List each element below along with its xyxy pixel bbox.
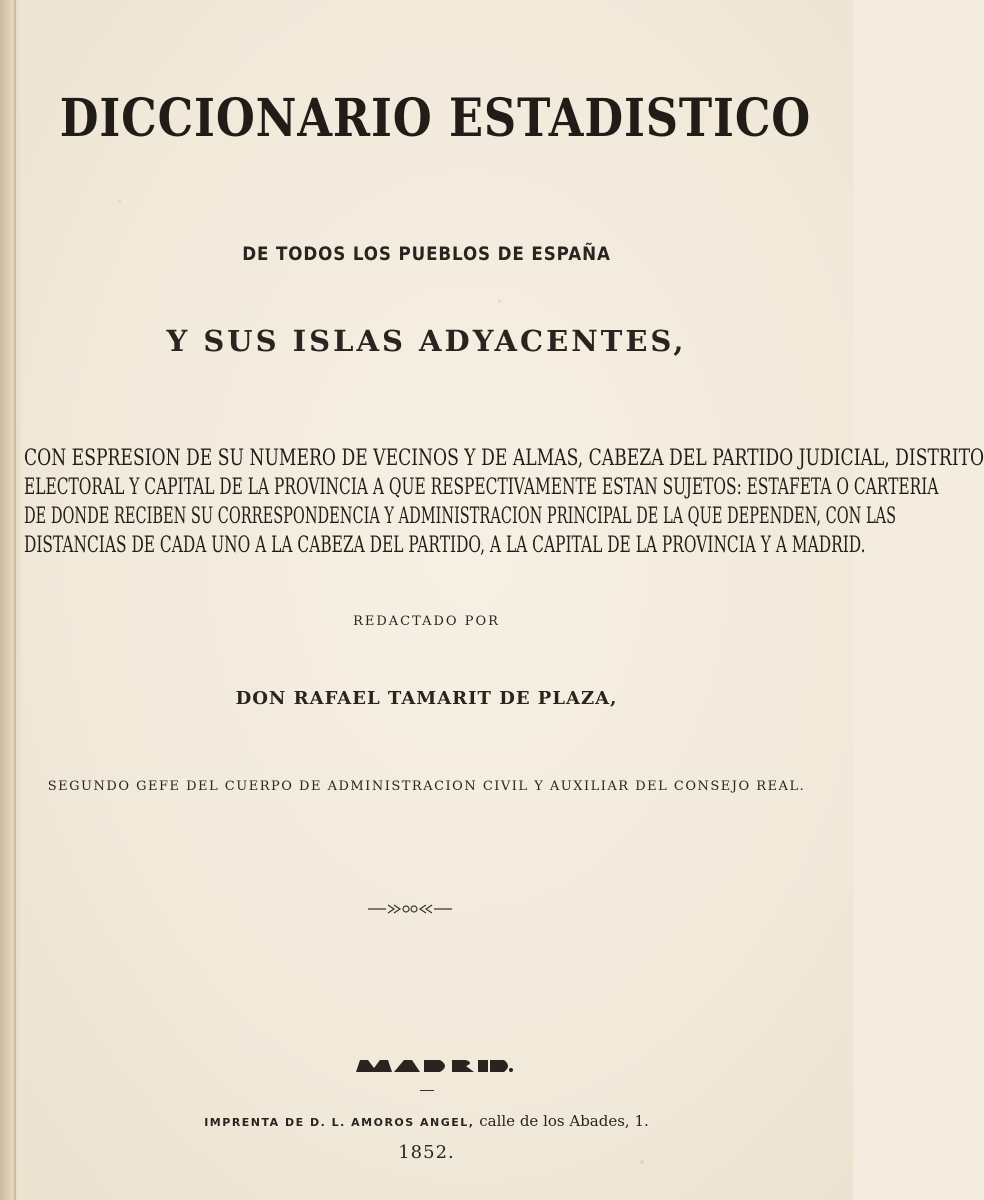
author-position: SEGUNDO GEFE DEL CUERPO DE ADMINISTRACION CIVIL Y AUXILIAR DEL CONSEJO REAL.: [47, 779, 806, 794]
redactado-por: REDACTADO POR: [353, 614, 500, 629]
foxing-spot: [498, 300, 501, 303]
printer-imprint: [0, 1112, 853, 1130]
printer-address: calle de los Abades, 1.: [474, 1112, 649, 1130]
author-name: DON RAFAEL TAMARIT DE PLAZA,: [235, 688, 618, 709]
description-line: ELECTORAL Y CAPITAL DE LA PROVINCIA A QUE RESPECTIVAMENTE ESTAN SUJETOS: ESTAFETA O CARTERIA: [24, 475, 939, 500]
foxing-spot: [118, 200, 121, 203]
publication-year: 1852.: [398, 1142, 455, 1163]
page-spine-line: [14, 0, 16, 1200]
description-line: DE DONDE RECIBEN SU CORRESPONDENCIA Y ADMINISTRACION PRINCIPAL DE LA QUE DEPENDEN, CON LAS: [24, 504, 897, 529]
description-line: CON ESPRESION DE SU NUMERO DE VECINOS Y DE ALMAS, CABEZA DEL PARTIDO JUDICIAL, DISTRITO: [24, 446, 984, 471]
book-title: DICCIONARIO ESTADISTICO: [59, 88, 812, 149]
description-line: DISTANCIAS DE CADA UNO A LA CABEZA DEL PARTIDO, A LA CAPITAL DE LA PROVINCIA Y A MADRID.: [24, 533, 866, 558]
page-spine-edge: [0, 0, 22, 1200]
city-dash-divider: [420, 1090, 434, 1091]
subtitle-islas: Y SUS ISLAS ADYACENTES,: [166, 324, 687, 358]
printer-name: IMPRENTA DE D. L. AMOROS ANGEL,: [204, 1116, 475, 1129]
ornament-divider-icon: [368, 902, 452, 916]
subtitle-pueblos: DE TODOS LOS PUEBLOS DE ESPAÑA: [242, 243, 611, 265]
